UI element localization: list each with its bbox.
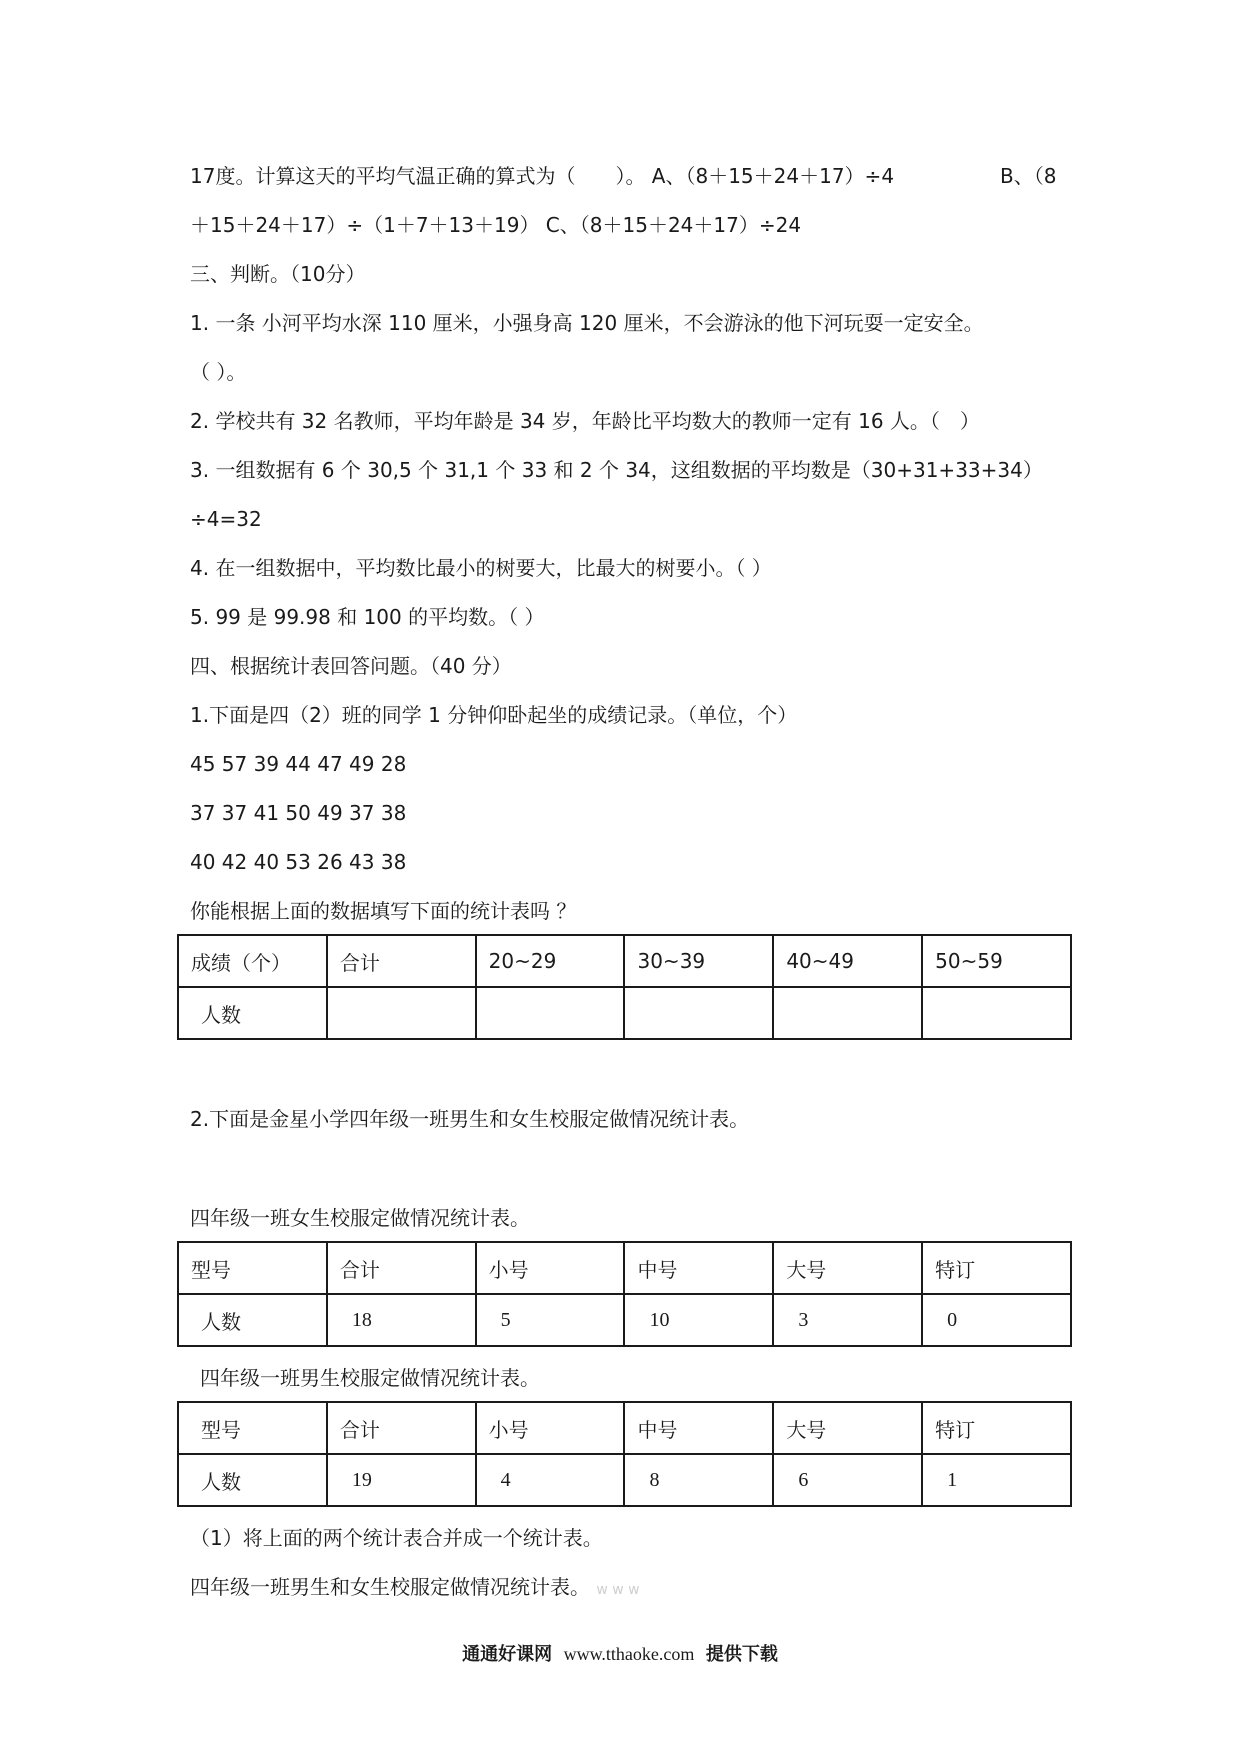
- table-cell: 10: [624, 1294, 773, 1346]
- sub-question: （1）将上面的两个统计表合并成一个统计表。: [190, 1526, 603, 1550]
- table-cell: 合计: [327, 935, 476, 987]
- footer-site-name: 通通好课网: [462, 1644, 553, 1665]
- table-cell: 大号: [773, 1242, 922, 1294]
- answer-cell[interactable]: [327, 987, 476, 1039]
- table-row: [178, 987, 1071, 1039]
- table-cell: 8: [624, 1454, 773, 1506]
- table-row: [178, 1294, 1071, 1346]
- table-title: [190, 1574, 640, 1603]
- table-cell: 型号: [178, 1242, 327, 1294]
- table-cell: 3: [773, 1294, 922, 1346]
- question-intro: 2.下面是金星小学四年级一班男生和女生校服定做情况统计表。: [190, 1107, 750, 1131]
- table-header-row: [178, 935, 1071, 987]
- judge-item: 4. 在一组数据中，平均数比最小的树要大，比最大的树要小。（ ）: [190, 556, 772, 580]
- judge-item: 2. 学校共有 32 名教师，平均年龄是 34 岁，年龄比平均数大的教师一定有 16 人。（ ）: [190, 409, 980, 433]
- section-title: 四、根据统计表回答问题。（40 分）: [190, 654, 512, 678]
- question-intro: 1.下面是四（2）班的同学 1 分钟仰卧起坐的成绩记录。（单位，个）: [190, 703, 798, 727]
- table-cell: 人数: [178, 987, 327, 1039]
- footer-suffix: 提供下载: [705, 1644, 778, 1665]
- answer-cell[interactable]: [476, 987, 625, 1039]
- table-cell: 人数: [178, 1454, 327, 1506]
- table-cell: 特订: [922, 1242, 1071, 1294]
- score-stat-table: [177, 934, 1072, 1040]
- table-cell: 50~59: [922, 935, 1071, 987]
- table-cell: 40~49: [773, 935, 922, 987]
- judge-item: 3. 一组数据有 6 个 30,5 个 31,1 个 33 和 2 个 34，这组数据的平均数是（30+31+33+34）: [190, 458, 1043, 482]
- table-cell: 中号: [624, 1402, 773, 1454]
- question-line: ＋15＋24＋17）÷（1＋7＋13＋19） C、（8＋15＋24＋17）÷24: [190, 213, 802, 237]
- watermark-mark: w w w: [596, 1582, 640, 1598]
- table-cell: 小号: [476, 1242, 625, 1294]
- judge-item: （ ）。: [190, 360, 247, 384]
- table-cell: 0: [922, 1294, 1071, 1346]
- table-cell: 小号: [476, 1402, 625, 1454]
- table-cell: 合计: [327, 1242, 476, 1294]
- data-row: 40 42 40 53 26 43 38: [190, 850, 407, 874]
- table-cell: 型号: [178, 1402, 327, 1454]
- option-b: B、（8: [1000, 164, 1057, 188]
- table-cell: 30~39: [624, 935, 773, 987]
- question-line: 17度。计算这天的平均气温正确的算式为（ ）。 A、（8＋15＋24＋17）÷4: [190, 164, 895, 188]
- answer-cell[interactable]: [624, 987, 773, 1039]
- table-row: [178, 1454, 1071, 1506]
- table-cell: 合计: [327, 1402, 476, 1454]
- question-prompt: 你能根据上面的数据填写下面的统计表吗 ？: [190, 899, 577, 923]
- question-text: [190, 163, 894, 189]
- table-cell: 特订: [922, 1402, 1071, 1454]
- girls-uniform-table: [177, 1241, 1072, 1347]
- footer-url[interactable]: www.tthaoke.com: [563, 1644, 695, 1664]
- boys-uniform-table: [177, 1401, 1072, 1507]
- table-cell: 5: [476, 1294, 625, 1346]
- data-row: 45 57 39 44 47 49 28: [190, 752, 407, 776]
- data-row: 37 37 41 50 49 37 38: [190, 801, 407, 825]
- table-cell: 6: [773, 1454, 922, 1506]
- table-header-row: [178, 1402, 1071, 1454]
- section-title: 三、判断。（10分）: [190, 262, 366, 286]
- answer-cell[interactable]: [773, 987, 922, 1039]
- table-cell: 1: [922, 1454, 1071, 1506]
- table-cell: 中号: [624, 1242, 773, 1294]
- combined-table-title: 四年级一班男生和女生校服定做情况统计表。: [190, 1575, 590, 1599]
- answer-cell[interactable]: [922, 987, 1071, 1039]
- judge-item: 5. 99 是 99.98 和 100 的平均数。（ ）: [190, 605, 545, 629]
- table-cell: 大号: [773, 1402, 922, 1454]
- judge-item: 1. 一条 小河平均水深 110 厘米，小强身高 120 厘米，不会游泳的他下河玩耍一定安全。: [190, 311, 984, 335]
- table-cell: 成绩（个）: [178, 935, 327, 987]
- page-footer: [0, 1640, 1240, 1666]
- table-header-row: [178, 1242, 1071, 1294]
- table-cell: 人数: [178, 1294, 327, 1346]
- table-cell: 18: [327, 1294, 476, 1346]
- judge-item: ÷4=32: [190, 507, 262, 531]
- table-title: 四年级一班男生校服定做情况统计表。: [200, 1366, 540, 1390]
- table-title: 四年级一班女生校服定做情况统计表。: [190, 1206, 530, 1230]
- table-cell: 20~29: [476, 935, 625, 987]
- table-cell: 19: [327, 1454, 476, 1506]
- table-cell: 4: [476, 1454, 625, 1506]
